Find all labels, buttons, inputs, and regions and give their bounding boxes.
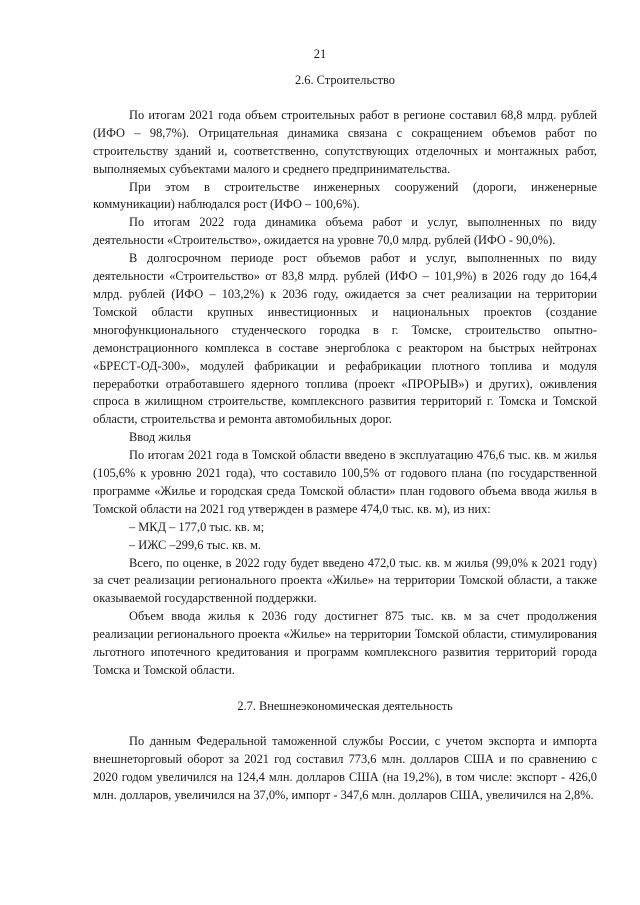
paragraph: По итогам 2021 года объем строительных работ в регионе составил 68,8 млрд. рублей (ИФО – 98,7%). Отрицательная динамика связана с сокращением объемов работ по строительству зданий и, соответственно, сопутствующих отделочных и монтажных работ, выполняемых субъектами малого и среднего предпринимательства. [93, 107, 597, 176]
document-body [93, 72, 597, 804]
list-item: – ИЖС –299,6 тыс. кв. м. [129, 537, 262, 552]
paragraph: По итогам 2021 года в Томской области введено в эксплуатацию 476,6 тыс. кв. м жилья (105,6% к уровню 2021 года), что составило 100,5% от годового плана (по государственной программе «Жилье и городская среда Томской области» план годового объема ввода жилья в Томской области на 2021 год утвержден в размере 474,0 тыс. кв. м), из них: [93, 448, 597, 516]
subheading-housing: Ввод жилья [129, 430, 191, 445]
paragraph: В долгосрочном периоде рост объемов работ и услуг, выполненных по виду деятельности «Строительство» от 83,8 млрд. рублей (ИФО – 101,9%) в 2026 году до 164,4 млрд. рублей (ИФО – 103,2%) к 2036 году, ожидается за счет реализации на территории Томской области крупных инвестиционных и национальных проектов (создание многофункционального студенческого городка в г. Томске, строительство опытно-демонстрационного комплекса в составе энергоблока с реактором на быстрых нейтронах «БРЕСТ-ОД-300», модулей фабрикации и рефабрикации плотного топлива и модуля переработки отработавшего ядерного топлива (проект «ПРОРЫВ») и других), оживления спроса в жилищном строительстве, комплексного развития территорий г. Томска и Томской области, строительства и ремонта автомобильных дорог. [93, 251, 597, 427]
paragraph: При этом в строительстве инженерных сооружений (дороги, инженерные коммуникации) наблюдался рост (ИФО – 100,6%). [93, 179, 597, 212]
paragraph: По итогам 2022 года динамика объема работ и услуг, выполненных по виду деятельности «Строительство», ожидается на уровне 70,0 млрд. рублей (ИФО - 90,0%). [93, 215, 597, 248]
section-heading-foreign-trade: 2.7. Внешнеэкономическая деятельность [237, 698, 453, 713]
paragraph: Объем ввода жилья к 2036 году достигнет 875 тыс. кв. м за счет продолжения реализации регионального проекта «Жилье» на территории Томской области, стимулирования льготного ипотечного кредитования и программ комплексного развития территорий города Томска и Томской области. [93, 609, 597, 677]
paragraph: По данным Федеральной таможенной службы России, с учетом экспорта и импорта внешнеторговый оборот за 2021 год составил 773,6 млн. долларов США и по сравнению с 2020 годом увеличился на 124,4 млн. долларов США (на 19,2%), в том числе: экспорт - 426,0 млн. долларов, увеличился на 37,0%, импорт - 347,6 млн. долларов США, увеличился на 2,8%. [93, 733, 597, 802]
page-number: 21 [313, 47, 327, 61]
section-heading-construction: 2.6. Строительство [295, 73, 395, 87]
paragraph: Всего, по оценке, в 2022 году будет введено 472,0 тыс. кв. м жилья (99,0% к 2021 году) за счет реализации регионального проекта «Жилье» на территории Томской области, а также оказываемой государственной поддержки. [93, 555, 597, 606]
list-item: – МКД – 177,0 тыс. кв. м; [129, 519, 265, 534]
